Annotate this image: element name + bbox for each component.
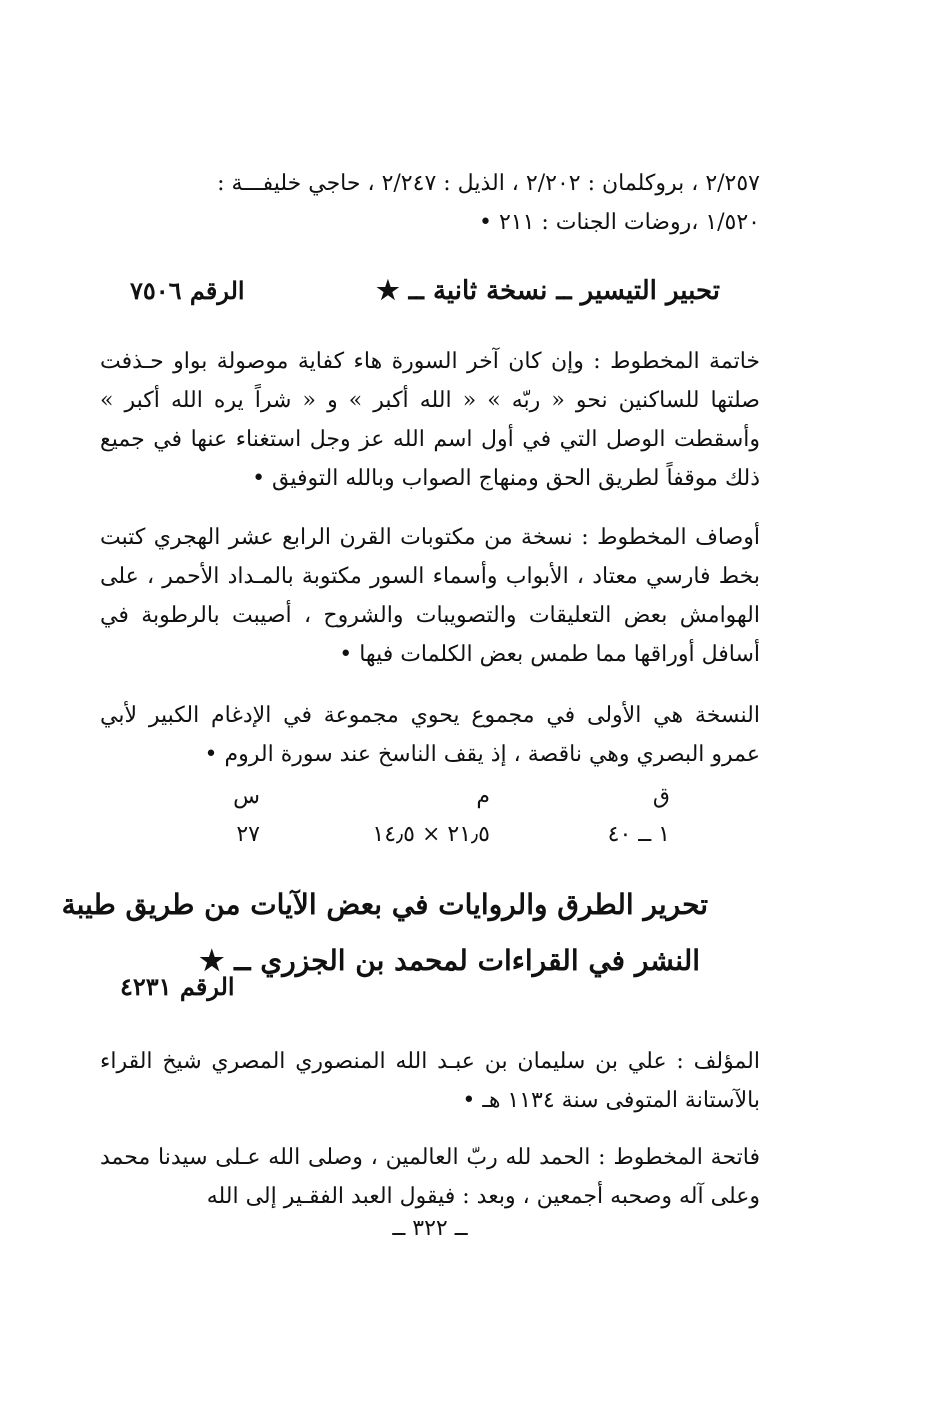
manuscript-note [100, 696, 760, 774]
note-paragraph: النسخة هي الأولى في مجموع يحوي مجموعة في الإدغام الكبير لأبي عمرو البصري وهي ناقصة ، إذ يقف الناسخ عند سورة الروم • [100, 703, 760, 767]
header-size: م [476, 784, 490, 809]
author-block [100, 1042, 760, 1120]
dimensions-table-values [190, 822, 670, 856]
page-number: ــ ٣٢٢ ــ [392, 1216, 468, 1241]
references-block [100, 164, 760, 242]
entry2-number: الرقم ٤٢٣١ [120, 972, 235, 1001]
references-line-2: ١/٥٢٠ ،روضات الجنات : ٢١١ • [478, 210, 760, 235]
manuscript-description [100, 518, 760, 674]
header-leaves: ق [652, 784, 670, 809]
references-line-1: ٢/٢٥٧ ، بروكلمان : ٢/٢٠٢ ، الذيل : ٢/٢٤٧ ، حاجي خليفـــة : [217, 171, 760, 196]
value-lines: ٢٧ [236, 822, 260, 847]
value-leaves: ١ ــ ٤٠ [607, 822, 670, 847]
entry-number: الرقم ٧٥٠٦ [130, 276, 245, 305]
opening-block [100, 1138, 760, 1216]
manuscript-ending [100, 342, 760, 498]
opening-paragraph: فاتحة المخطوط : الحمد لله ربّ العالمين ، وصلى الله عـلى سيدنا محمد وعلى آله وصحبه أجمعين ، وبعد : فيقول العبد الفقـير إلى الله [100, 1145, 760, 1209]
header-lines: س [233, 784, 260, 809]
entry-title: تحبير التيسير ــ نسخة ثانية ــ ★ [376, 276, 720, 306]
entry2-title-line-1: تحرير الطرق والروايات في بعض الآيات من طريق طيبة [61, 888, 708, 921]
entry-heading [100, 276, 720, 326]
entry2-title-line-2: النشر في القراءات لمحمد بن الجزري ــ ★ [199, 944, 700, 977]
value-size: ٢١٫٥ × ١٤٫٥ [372, 822, 490, 847]
ending-paragraph: خاتمة المخطوط : وإن كان آخر السورة هاء كفاية موصولة بواو حـذفت صلتها للساكنين نحو « ربّه » « الله أكبر » و « شراً يره الله أكبر » وأسقطت الوصل التي في أول اسم الله عز وجل استغناء عنها في جميع ذلك موقفاً لطريق الحق ومنهاج الصواب وبالله التوفيق • [100, 349, 760, 491]
description-paragraph: أوصاف المخطوط : نسخة من مكتوبات القرن الرابع عشر الهجري كتبت بخط فارسي معتاد ، الأبواب وأسماء السور مكتوبة بالمـداد الأحمر ، على الهوامش بعض التعليقات والتصويبات والشروح ، أصيبت بالرطوبة في أسافل أوراقها مما طمس بعض الكلمات فيها • [100, 525, 760, 667]
author-paragraph: المؤلف : علي بن سليمان بن عبـد الله المنصوري المصري شيخ القراء بالآستانة المتوفى سنة ١١٣٤ هـ • [100, 1049, 760, 1113]
dimensions-table-header [190, 784, 670, 818]
